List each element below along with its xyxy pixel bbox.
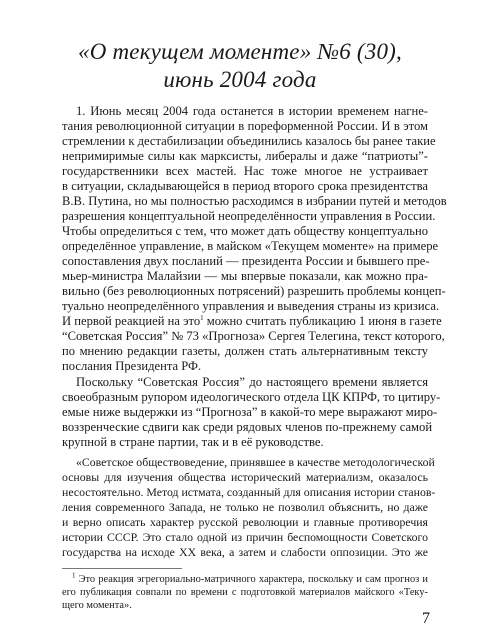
body-text-fragment: можно считать публикацию 1 июня в газете [203,314,442,328]
body-line: разрешения концептуальной неопределённости управления в России. [62,209,436,223]
body-line: воззренческие сдвиги как среди рядовых членов по-прежнему самой [62,420,433,434]
footnote-mark: 1 [72,571,76,580]
body-line: сопоставления двух посланий — президента России и бывшего пре- [62,254,430,268]
quote-line: ления современного Запада, не только не позволил объяснить, но даже [62,500,428,514]
page-title-line-2: июнь 2004 года [163,67,317,92]
body-line: 1. Июнь месяц 2004 года останется в истории временем нагне- [76,104,428,118]
footnote-divider [62,568,182,569]
body-line: своеобразным рупором идеологического отдела ЦК КПРФ, то цитиру- [62,390,441,404]
body-line: В.В. Путина, но мы полностью расходимся в избрании путей и методов [62,194,447,208]
quote-line: истории СССР. Это стало одной из причин беспомощности Советского [62,530,428,544]
body-line: вильно (без революционных потрясений) разрешить проблемы концеп- [62,284,446,298]
body-line: в ситуации, складывающейся в период второго срока президентства [62,179,428,193]
quote-line: и верно описать характер русской революции и главные противоречия [62,515,428,529]
footnote-line [72,573,428,586]
quote-line: государства на исходе XX века, а затем и слабости оппозиции. Это же [62,545,428,559]
body-line: мьер-министра Малайзии — мы впервые показали, как можно пра- [62,269,428,283]
footnote-reference[interactable]: 1 [200,313,204,322]
body-line: послания Президента РФ. [62,359,202,373]
footnote-line: его публикация совпали по времени с подготовкой материалов майского «Теку- [62,587,428,598]
body-line: непримиримые силы как марксисты, либералы и даже “патриоты”- [62,149,428,163]
body-line: определённое управление, в майском «Текущем моменте» на примере [62,239,439,253]
body-text-fragment: И первой реакцией на это [62,314,201,328]
body-line: государственники всех мастей. Нас тоже многое не устраивает [62,164,428,178]
body-line: стремлении к дестабилизации объединились казалось бы ранее такие [62,134,436,148]
body-line: емые ниже выдержки из “Прогноза” в какой-то мере выражают миро- [62,405,438,419]
body-line: крупной в стране партии, так и в её руководстве. [62,435,324,449]
body-line: Поскольку “Советская Россия” до настоящего времени является [76,375,428,389]
footnote-line: щего момента». [62,600,132,611]
quote-line: «Советское обществоведение, принявшее в качестве методологической [76,455,435,469]
body-line: по мнению редакции газеты, должен стать альтернативным тексту [62,344,428,358]
body-line: “Советская Россия” № 73 «Прогноза» Сергея Телегина, текст которого, [62,329,445,343]
page-number: 7 [422,610,430,627]
body-line: Чтобы определиться с тем, что может дать обществу концептуально [62,224,428,238]
body-line: тания революционной ситуации в пореформенной России. И в этом [62,119,428,133]
footnote-text: Это реакция эгрегориально-матричного характера, поскольку и сам прогноз и [75,574,428,585]
page-title-line-1: «О текущем моменте» №6 (30), [78,39,402,64]
body-line: туально неопределённого управления и выведения страны из кризиса. [62,299,440,313]
quote-line: несостоятельно. Метод истмата, созданный для описания истории станов- [62,485,436,499]
quote-line: основы для изучения общества исторический материализм, оказалось [62,470,428,484]
body-line-with-footnote-ref [62,313,442,329]
